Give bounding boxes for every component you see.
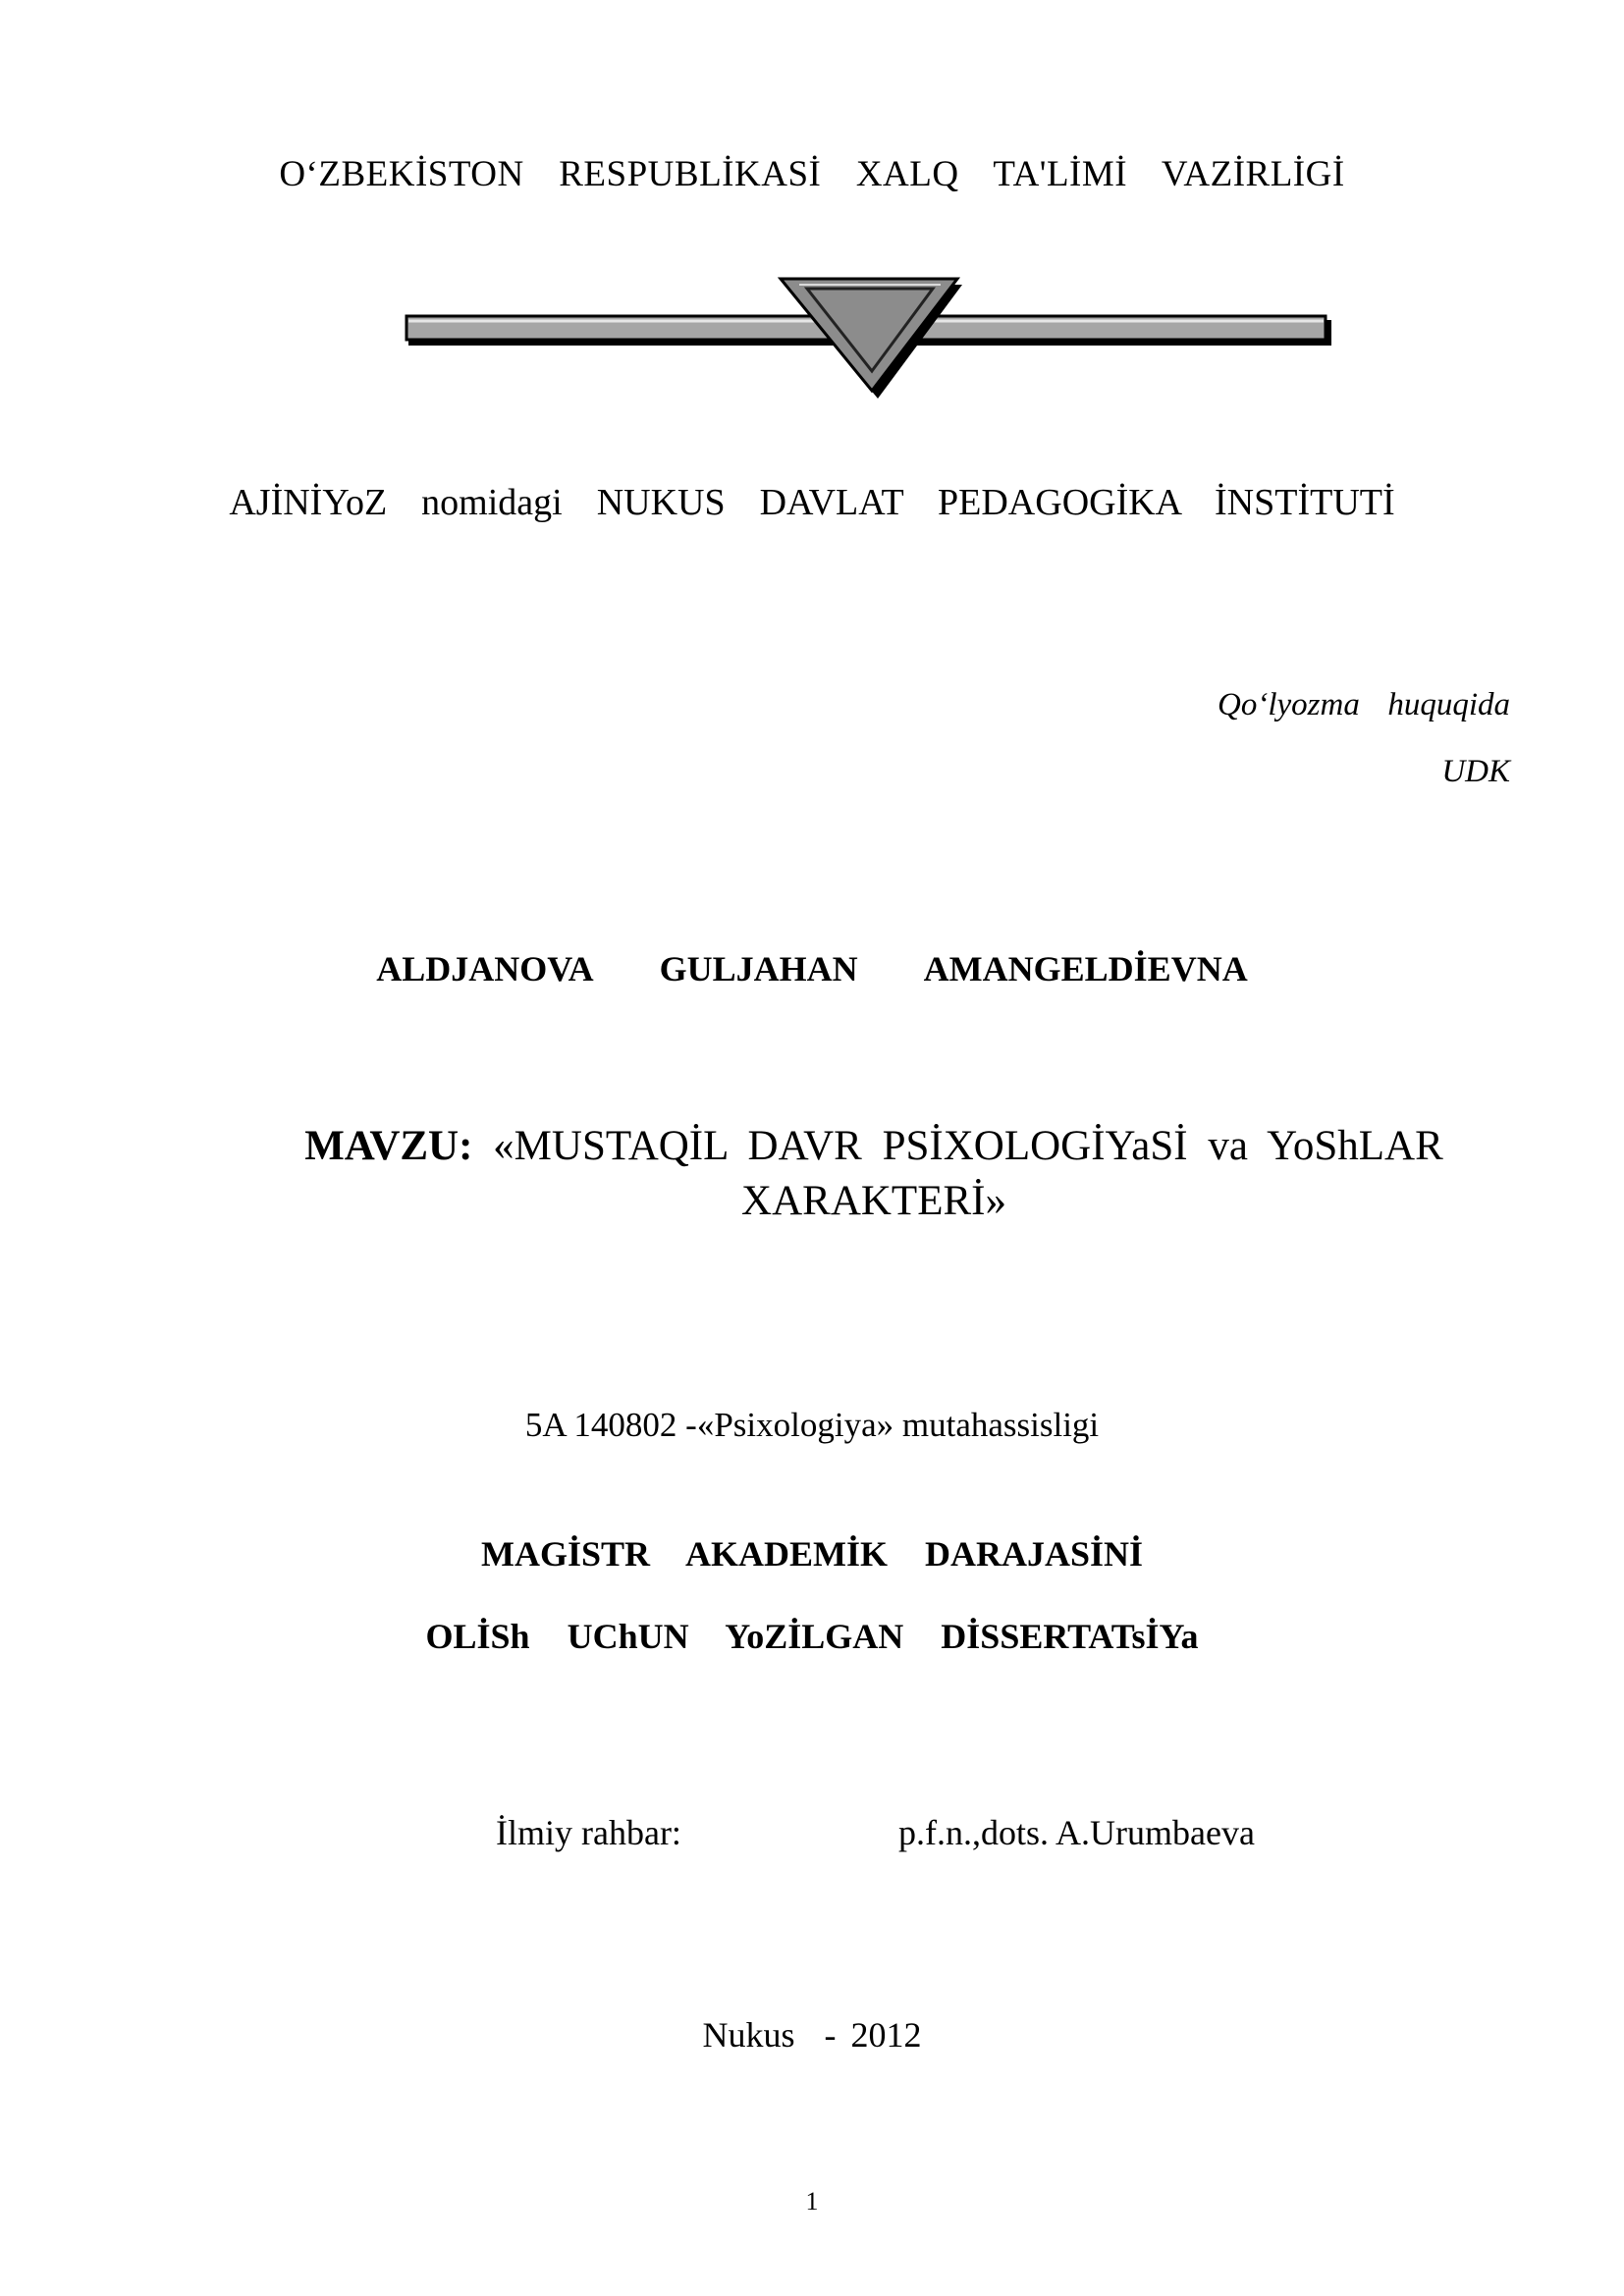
topic-label: MAVZU:	[304, 1123, 473, 1169]
city-year: Nukus - 2012	[702, 2015, 922, 2055]
degree-line-1: MAGİSTR AKADEMİK DARAJASİNİ	[480, 1534, 1144, 1574]
institute-heading: AJİNİYoZ nomidagi NUKUS DAVLAT PEDAGOGİKA İNSTİTUTİ	[229, 482, 1395, 523]
topic-line-2: XARAKTERİ»	[741, 1178, 1006, 1224]
triangle-bar-emblem-icon	[403, 273, 1335, 400]
topic-line-1: «MUSTAQİL DAVR PSİXOLOGİYaSİ va YoShLAR	[472, 1123, 1443, 1169]
degree-line-2: OLİSh UChUN YoZİLGAN DİSSERTATsİYa	[425, 1617, 1199, 1656]
supervisor-label: İlmiy rahbar:	[496, 1813, 681, 1852]
topic-block	[265, 1119, 1483, 1229]
manuscript-rights: Qo‘lyozma huquqida	[1218, 687, 1510, 722]
author-name: ALDJANOVA GULJAHAN AMANGELDİEVNA	[376, 949, 1248, 988]
specialty-line: 5A 140802 -«Psixologiya» mutahassisligi	[524, 1406, 1100, 1444]
supervisor-name: p.f.n.,dots. A.Urumbaeva	[898, 1813, 1255, 1852]
udk-label: UDK	[1441, 754, 1510, 789]
ministry-heading: O‘ZBEKİSTON RESPUBLİKASİ XALQ TA'LİMİ VAZİRLİGİ	[279, 154, 1345, 194]
page-number: 1	[805, 2187, 819, 2216]
